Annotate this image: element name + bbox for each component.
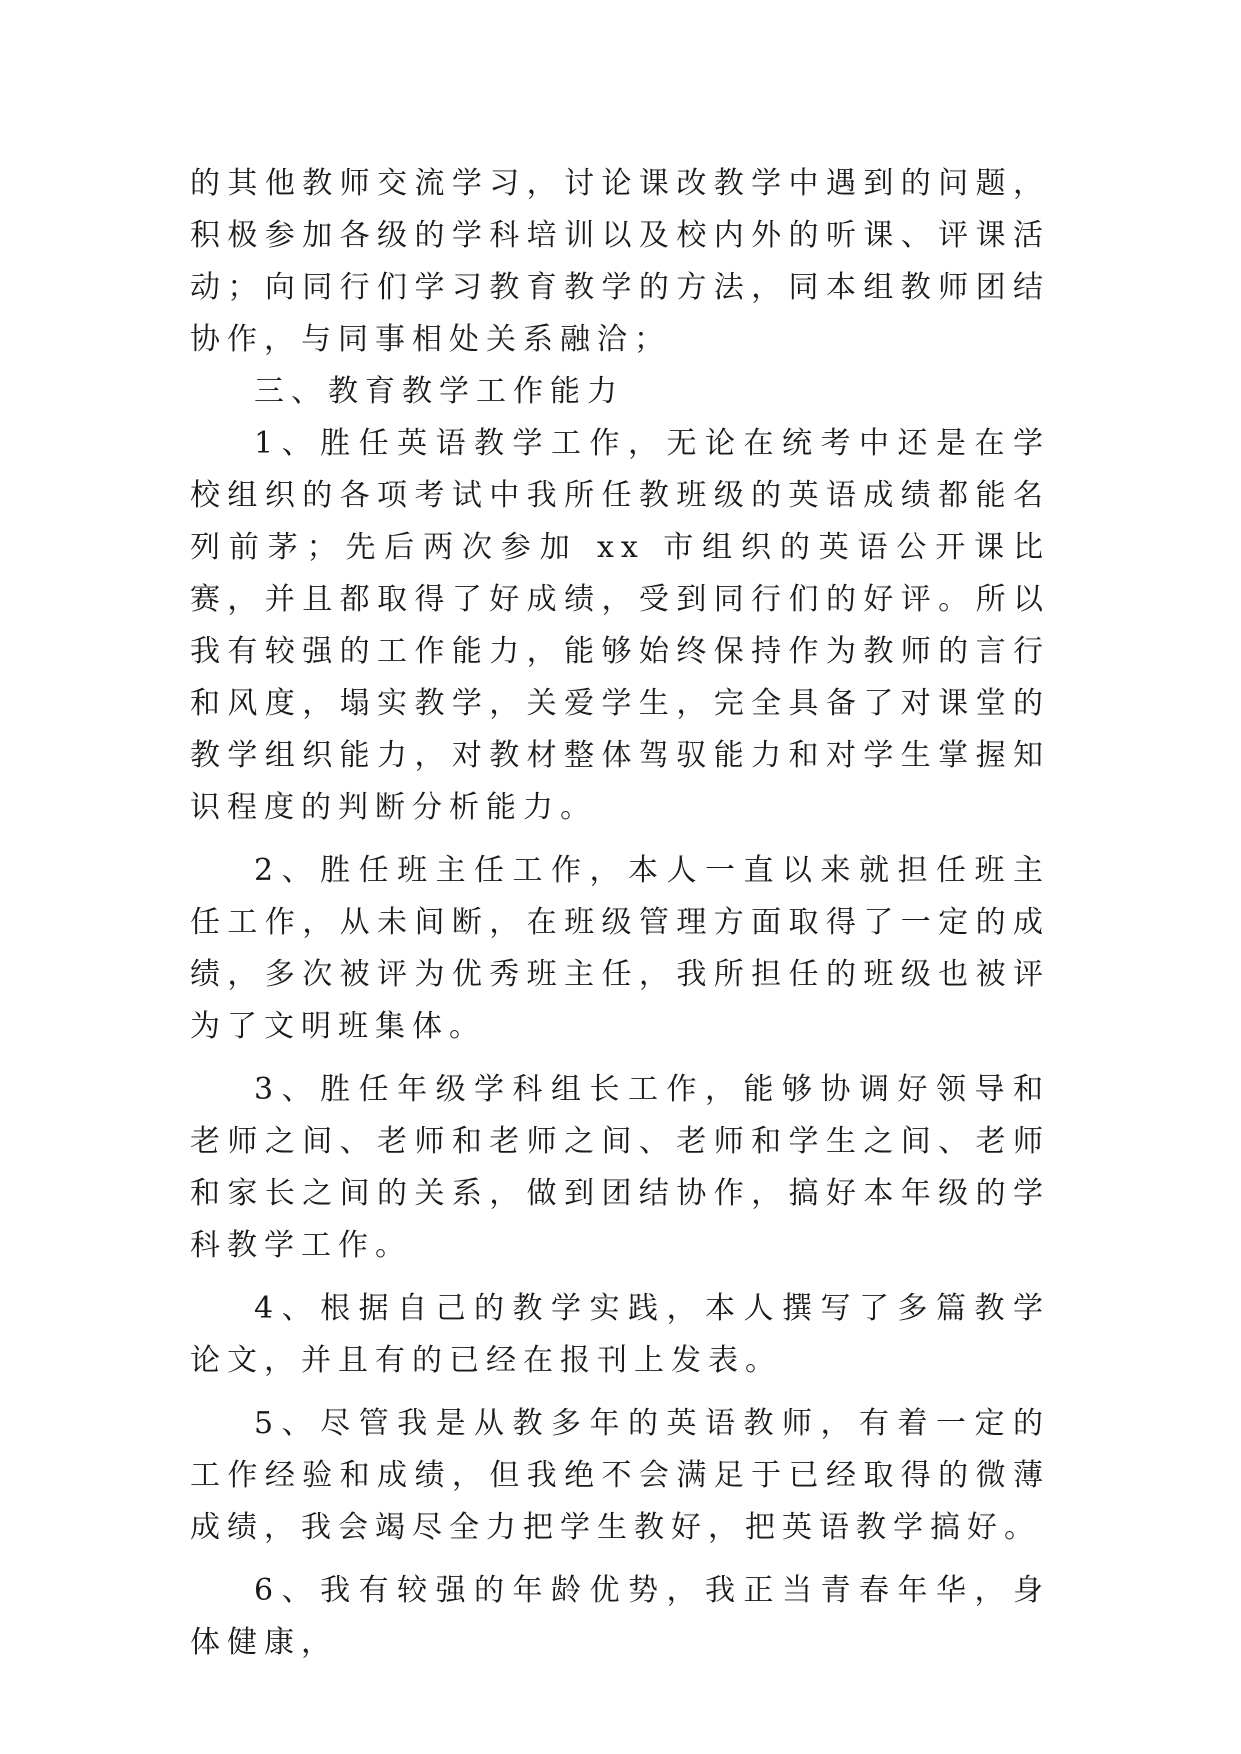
paragraph-item-4: 4、根据自己的教学实践，本人撰写了多篇教学论文，并且有的已经在报刊上发表。 bbox=[190, 1291, 1050, 1378]
paragraph-item-2: 2、胜任班主任工作，本人一直以来就担任班主任工作，从未间断，在班级管理方面取得了一定的成绩，多次被评为优秀班主任，我所担任的班级也被评为了文明班集体。 bbox=[190, 853, 1050, 1044]
paragraph-item-3: 3、胜任年级学科组长工作，能够协调好领导和老师之间、老师和老师之间、老师和学生之间、老师和家长之间的关系，做到团结协作，搞好本年级的学科教学工作。 bbox=[190, 1072, 1050, 1263]
paragraph-continuation: 的其他教师交流学习，讨论课改教学中遇到的问题，积极参加各级的学科培训以及校内外的听课、评课活动；向同行们学习教育教学的方法，同本组教师团结协作，与同事相处关系融洽； bbox=[190, 166, 1050, 357]
document-body bbox=[190, 158, 1050, 1669]
section-heading: 三、教育教学工作能力 bbox=[254, 374, 624, 409]
paragraph-item-1: 1、胜任英语教学工作，无论在统考中还是在学校组织的各项考试中我所任教班级的英语成绩都能名列前茅；先后两次参加 xx 市组织的英语公开课比赛，并且都取得了好成绩，受到同行们的好评。所以我有较强的工作能力，能够始终保持作为教师的言行和风度，塌实教学，关爱学生，完全具备了对课堂的教学组织能力，对教材整体驾驭能力和对学生掌握知识程度的判断分析能力。 bbox=[190, 426, 1050, 825]
paragraph-item-6: 6、我有较强的年龄优势，我正当青春年华，身体健康， bbox=[190, 1573, 1050, 1660]
paragraph-item-5: 5、尽管我是从教多年的英语教师，有着一定的工作经验和成绩，但我绝不会满足于已经取得的微薄成绩，我会竭尽全力把学生教好，把英语教学搞好。 bbox=[190, 1406, 1050, 1545]
